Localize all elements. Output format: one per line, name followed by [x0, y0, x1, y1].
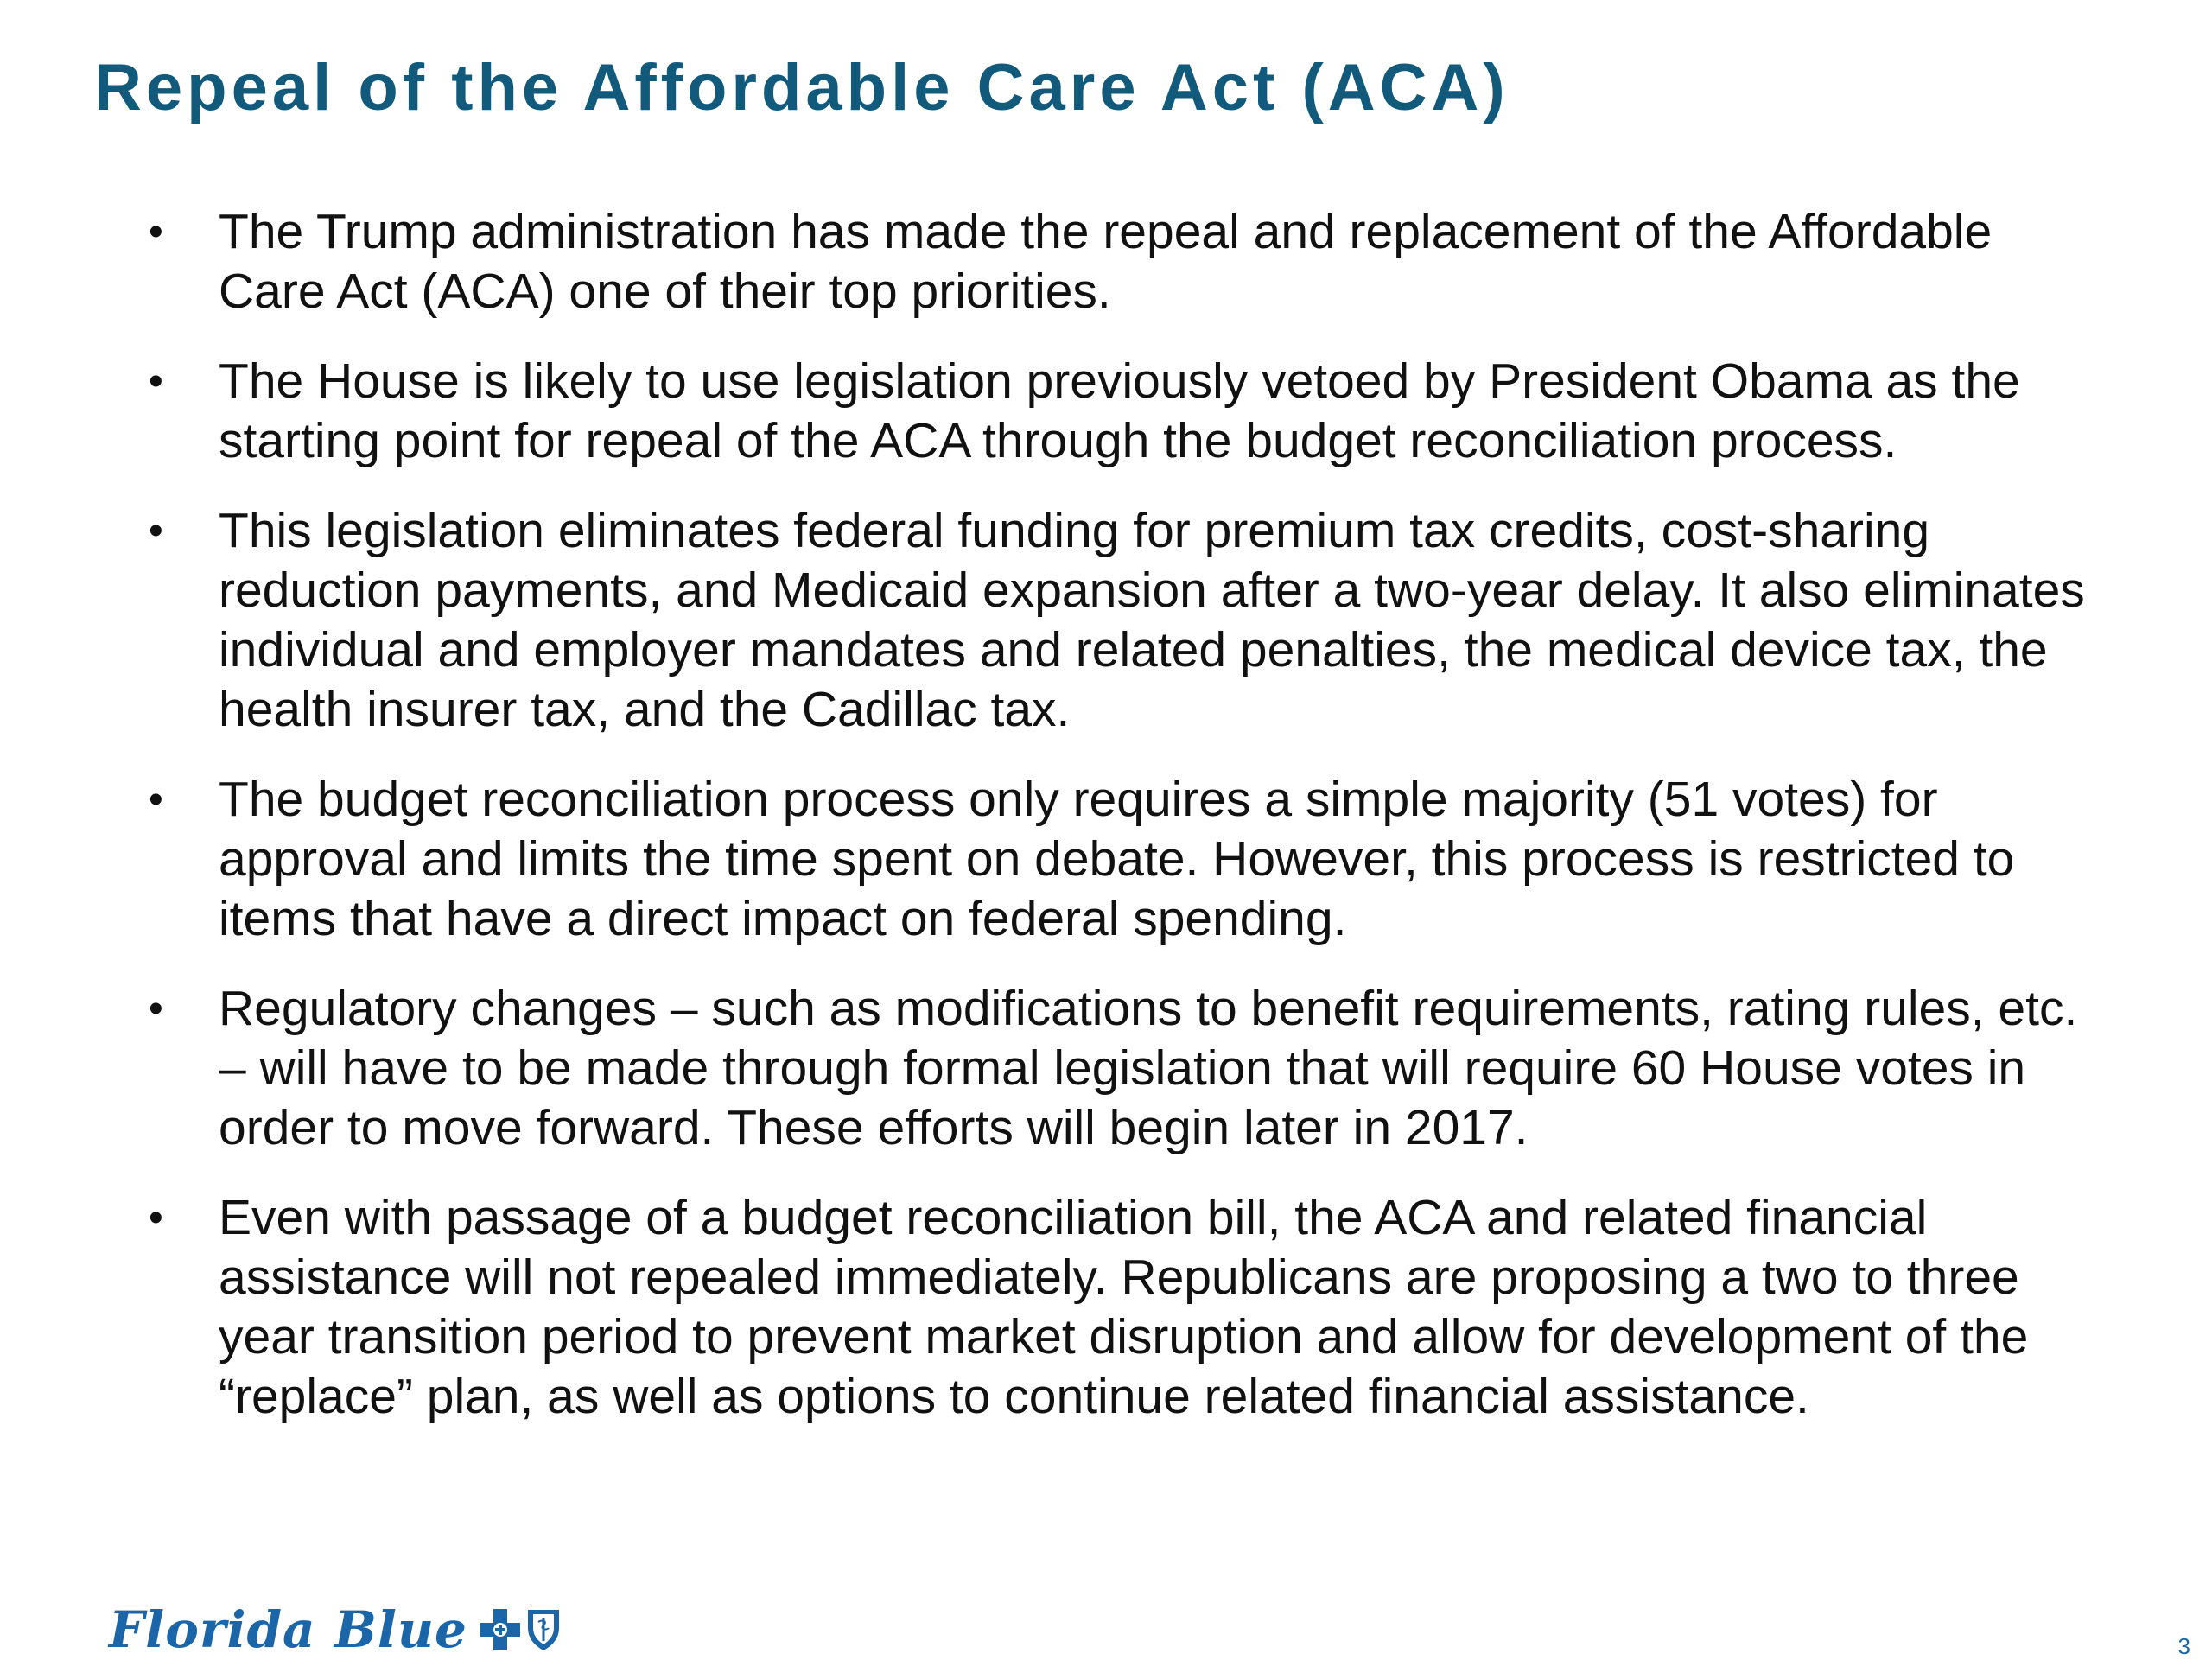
bullet-item	[0, 202, 2094, 321]
bullet-icon: •	[149, 209, 163, 255]
logo-wordmark: Florida Blue	[109, 1600, 467, 1659]
bullet-icon: •	[149, 986, 163, 1032]
bullet-icon: •	[149, 508, 163, 554]
bullet-icon: •	[149, 359, 163, 404]
blue-shield-icon	[524, 1607, 563, 1652]
bullet-item	[0, 501, 2094, 740]
bullet-text: This legislation eliminates federal funding for premium tax credits, cost-sharing reduction payments, and Medicaid expansion after a two-year delay. It also eliminates individual and employer mandates and related penalties, the medical device tax, the health insurer tax, and the Cadillac tax.	[219, 503, 2085, 737]
bullet-item	[0, 979, 2094, 1158]
bullet-item	[0, 1188, 2094, 1427]
bullet-text: Even with passage of a budget reconciliation bill, the ACA and related financial assistance will not repealed immediately. Republicans are proposing a two to three year transition period to prevent market disruption and allow for development of the “replace” plan, as well as options to continue related financial assistance.	[219, 1190, 2029, 1424]
bullet-text: The House is likely to use legislation previously vetoed by President Obama as the starting point for repeal of the ACA through the budget reconciliation process.	[219, 353, 2020, 468]
florida-blue-logo	[109, 1600, 563, 1659]
bullet-item	[0, 770, 2094, 949]
bullet-icon: •	[149, 777, 163, 823]
bullet-text: The Trump administration has made the repeal and replacement of the Affordable Care Act (ACA) one of their top priorities.	[219, 204, 1993, 319]
bullet-text: Regulatory changes – such as modifications to benefit requirements, rating rules, etc. – will have to be made through formal legislation that will require 60 House votes in order to move forward. These efforts will begin later in 2017.	[219, 981, 2078, 1155]
slide-title: Repeal of the Affordable Care Act (ACA)	[94, 51, 1510, 124]
bullet-list	[0, 202, 2212, 1457]
bullet-text: The budget reconciliation process only requires a simple majority (51 votes) for approval and limits the time spent on debate. However, this process is restricted to items that have a direct impact on federal spending.	[219, 772, 2015, 946]
page-number: 3	[2177, 1633, 2190, 1659]
logo-marks	[480, 1607, 563, 1652]
bullet-icon: •	[149, 1195, 163, 1241]
bullet-item	[0, 352, 2094, 471]
blue-cross-icon	[480, 1608, 521, 1651]
